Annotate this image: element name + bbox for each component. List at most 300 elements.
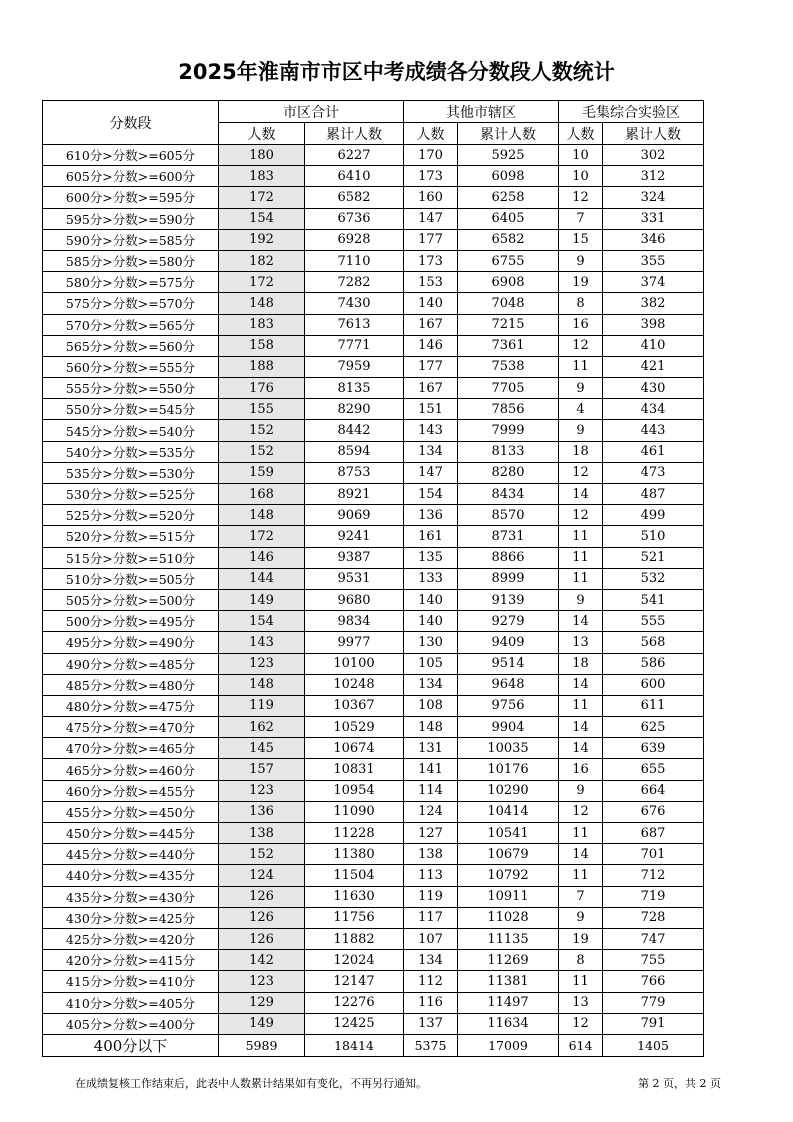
maoji-count-cell: 12 <box>559 1013 603 1034</box>
maoji-cumulative-cell: 382 <box>603 293 704 314</box>
city-count-cell: 148 <box>219 674 305 695</box>
maoji-count-cell: 8 <box>559 293 603 314</box>
table-row <box>43 886 704 907</box>
other-count-cell: 119 <box>404 886 458 907</box>
other-cumulative-cell: 9409 <box>458 632 559 653</box>
score-range-cell: 500分>分数>=495分 <box>43 611 219 632</box>
other-cumulative-cell: 10176 <box>458 759 559 780</box>
other-cumulative-cell: 9904 <box>458 717 559 738</box>
maoji-cumulative-cell: 728 <box>603 907 704 928</box>
maoji-count-cell: 11 <box>559 356 603 377</box>
other-cumulative-cell: 10290 <box>458 780 559 801</box>
maoji-count-cell: 18 <box>559 653 603 674</box>
city-cumulative-cell: 7771 <box>305 335 404 356</box>
maoji-count-cell: 4 <box>559 399 603 420</box>
city-cumulative-cell: 12425 <box>305 1013 404 1034</box>
city-count-cell: 176 <box>219 378 305 399</box>
city-count-cell: 162 <box>219 717 305 738</box>
maoji-count-cell: 9 <box>559 378 603 399</box>
score-range-cell: 575分>分数>=570分 <box>43 293 219 314</box>
other-cumulative-cell: 11381 <box>458 971 559 992</box>
score-range-cell: 590分>分数>=585分 <box>43 229 219 250</box>
city-cumulative-cell: 12147 <box>305 971 404 992</box>
city-cumulative-cell: 9680 <box>305 589 404 610</box>
table-row <box>43 823 704 844</box>
other-cumulative-cell: 8866 <box>458 547 559 568</box>
maoji-count-cell: 16 <box>559 314 603 335</box>
header-sub-cumulative: 累计人数 <box>458 123 559 145</box>
table-row <box>43 780 704 801</box>
score-range-cell: 580分>分数>=575分 <box>43 272 219 293</box>
other-count-cell: 143 <box>404 420 458 441</box>
city-count-cell: 159 <box>219 462 305 483</box>
other-cumulative-cell: 5925 <box>458 145 559 166</box>
other-cumulative-cell: 6908 <box>458 272 559 293</box>
score-range-cell: 515分>分数>=510分 <box>43 547 219 568</box>
maoji-count-cell: 10 <box>559 166 603 187</box>
other-cumulative-cell: 11135 <box>458 928 559 949</box>
other-count-cell: 160 <box>404 187 458 208</box>
score-range-cell: 460分>分数>=455分 <box>43 780 219 801</box>
score-range-cell: 610分>分数>=605分 <box>43 145 219 166</box>
city-cumulative-cell: 10367 <box>305 695 404 716</box>
maoji-cumulative-cell: 701 <box>603 844 704 865</box>
score-range-cell: 415分>分数>=410分 <box>43 971 219 992</box>
maoji-count-cell: 13 <box>559 632 603 653</box>
city-cumulative-cell: 8753 <box>305 462 404 483</box>
footer-note: 在成绩复核工作结束后，此表中人数累计结果如有变化，不再另行通知。 <box>75 1077 427 1090</box>
maoji-count-cell: 11 <box>559 971 603 992</box>
other-count-cell: 167 <box>404 314 458 335</box>
other-count-cell: 138 <box>404 844 458 865</box>
other-count-cell: 140 <box>404 293 458 314</box>
maoji-count-cell: 12 <box>559 801 603 822</box>
maoji-cumulative-cell: 568 <box>603 632 704 653</box>
other-count-cell: 124 <box>404 801 458 822</box>
city-count-cell: 123 <box>219 653 305 674</box>
other-count-cell: 137 <box>404 1013 458 1034</box>
score-range-cell: 425分>分数>=420分 <box>43 928 219 949</box>
other-count-cell: 135 <box>404 547 458 568</box>
maoji-cumulative-cell: 625 <box>603 717 704 738</box>
other-cumulative-cell: 10414 <box>458 801 559 822</box>
city-cumulative-cell: 10954 <box>305 780 404 801</box>
city-count-cell: 126 <box>219 928 305 949</box>
city-cumulative-cell: 10248 <box>305 674 404 695</box>
maoji-count-cell: 8 <box>559 950 603 971</box>
maoji-count-cell: 10 <box>559 145 603 166</box>
city-count-cell: 158 <box>219 335 305 356</box>
score-range-cell: 525分>分数>=520分 <box>43 505 219 526</box>
table-row <box>43 187 704 208</box>
city-count-cell: 155 <box>219 399 305 420</box>
table-row <box>43 653 704 674</box>
city-count-cell: 192 <box>219 229 305 250</box>
city-count-cell: 119 <box>219 695 305 716</box>
other-cumulative-cell: 17009 <box>458 1034 559 1056</box>
maoji-cumulative-cell: 655 <box>603 759 704 780</box>
maoji-count-cell: 14 <box>559 844 603 865</box>
maoji-count-cell: 14 <box>559 738 603 759</box>
other-cumulative-cell: 11634 <box>458 1013 559 1034</box>
score-range-cell: 565分>分数>=560分 <box>43 335 219 356</box>
maoji-count-cell: 14 <box>559 611 603 632</box>
maoji-count-cell: 11 <box>559 823 603 844</box>
other-cumulative-cell: 10679 <box>458 844 559 865</box>
city-cumulative-cell: 12276 <box>305 992 404 1013</box>
score-range-cell: 495分>分数>=490分 <box>43 632 219 653</box>
city-cumulative-cell: 12024 <box>305 950 404 971</box>
other-count-cell: 127 <box>404 823 458 844</box>
maoji-cumulative-cell: 324 <box>603 187 704 208</box>
score-range-cell: 530分>分数>=525分 <box>43 484 219 505</box>
header-sub-count: 人数 <box>219 123 305 145</box>
table-row <box>43 865 704 886</box>
city-count-cell: 168 <box>219 484 305 505</box>
maoji-cumulative-cell: 355 <box>603 250 704 271</box>
table-row <box>43 420 704 441</box>
table-row <box>43 928 704 949</box>
maoji-cumulative-cell: 421 <box>603 356 704 377</box>
maoji-cumulative-cell: 346 <box>603 229 704 250</box>
other-count-cell: 170 <box>404 145 458 166</box>
city-cumulative-cell: 7959 <box>305 356 404 377</box>
table-row <box>43 441 704 462</box>
page-number: 第 2 页，共 2 页 <box>638 1077 721 1090</box>
maoji-count-cell: 9 <box>559 420 603 441</box>
other-count-cell: 146 <box>404 335 458 356</box>
table-row <box>43 335 704 356</box>
other-cumulative-cell: 7048 <box>458 293 559 314</box>
maoji-cumulative-cell: 766 <box>603 971 704 992</box>
maoji-cumulative-cell: 473 <box>603 462 704 483</box>
city-cumulative-cell: 11090 <box>305 801 404 822</box>
other-count-cell: 134 <box>404 674 458 695</box>
city-cumulative-cell: 9387 <box>305 547 404 568</box>
maoji-cumulative-cell: 499 <box>603 505 704 526</box>
other-count-cell: 136 <box>404 505 458 526</box>
header-sub-count: 人数 <box>559 123 603 145</box>
city-cumulative-cell: 8442 <box>305 420 404 441</box>
maoji-count-cell: 9 <box>559 907 603 928</box>
city-cumulative-cell: 10674 <box>305 738 404 759</box>
maoji-count-cell: 12 <box>559 335 603 356</box>
other-cumulative-cell: 8999 <box>458 568 559 589</box>
maoji-count-cell: 14 <box>559 674 603 695</box>
other-cumulative-cell: 10541 <box>458 823 559 844</box>
city-count-cell: 172 <box>219 272 305 293</box>
maoji-cumulative-cell: 664 <box>603 780 704 801</box>
maoji-count-cell: 19 <box>559 928 603 949</box>
other-count-cell: 161 <box>404 526 458 547</box>
city-count-cell: 152 <box>219 441 305 462</box>
other-count-cell: 114 <box>404 780 458 801</box>
table-row <box>43 759 704 780</box>
city-cumulative-cell: 11228 <box>305 823 404 844</box>
table-row <box>43 250 704 271</box>
maoji-cumulative-cell: 443 <box>603 420 704 441</box>
city-cumulative-cell: 10831 <box>305 759 404 780</box>
city-count-cell: 126 <box>219 886 305 907</box>
table-row <box>43 632 704 653</box>
other-count-cell: 147 <box>404 462 458 483</box>
table-row <box>43 907 704 928</box>
table-row <box>43 484 704 505</box>
city-count-cell: 129 <box>219 992 305 1013</box>
other-cumulative-cell: 8570 <box>458 505 559 526</box>
table-row <box>43 356 704 377</box>
score-range-cell: 420分>分数>=415分 <box>43 950 219 971</box>
other-cumulative-cell: 9756 <box>458 695 559 716</box>
city-count-cell: 144 <box>219 568 305 589</box>
other-count-cell: 116 <box>404 992 458 1013</box>
city-count-cell: 154 <box>219 208 305 229</box>
other-count-cell: 167 <box>404 378 458 399</box>
maoji-count-cell: 14 <box>559 484 603 505</box>
header-score-range: 分数段 <box>43 101 219 145</box>
page-title: 2025年淮南市市区中考成绩各分数段人数统计 <box>178 60 615 84</box>
city-count-cell: 5989 <box>219 1034 305 1056</box>
other-count-cell: 5375 <box>404 1034 458 1056</box>
city-count-cell: 146 <box>219 547 305 568</box>
maoji-cumulative-cell: 312 <box>603 166 704 187</box>
city-cumulative-cell: 18414 <box>305 1034 404 1056</box>
city-cumulative-cell: 6410 <box>305 166 404 187</box>
maoji-cumulative-cell: 676 <box>603 801 704 822</box>
other-count-cell: 108 <box>404 695 458 716</box>
maoji-cumulative-cell: 430 <box>603 378 704 399</box>
maoji-count-cell: 11 <box>559 526 603 547</box>
other-cumulative-cell: 6582 <box>458 229 559 250</box>
maoji-count-cell: 13 <box>559 992 603 1013</box>
score-range-cell: 435分>分数>=430分 <box>43 886 219 907</box>
table-row <box>43 462 704 483</box>
header-group-city-total: 市区合计 <box>219 101 404 123</box>
city-cumulative-cell: 7430 <box>305 293 404 314</box>
score-range-cell: 505分>分数>=500分 <box>43 589 219 610</box>
maoji-cumulative-cell: 487 <box>603 484 704 505</box>
other-count-cell: 177 <box>404 356 458 377</box>
maoji-cumulative-cell: 639 <box>603 738 704 759</box>
other-count-cell: 131 <box>404 738 458 759</box>
score-range-cell: 400分以下 <box>43 1034 219 1056</box>
table-row <box>43 293 704 314</box>
city-cumulative-cell: 8290 <box>305 399 404 420</box>
table-row <box>43 717 704 738</box>
city-cumulative-cell: 7282 <box>305 272 404 293</box>
other-cumulative-cell: 8434 <box>458 484 559 505</box>
score-range-cell: 535分>分数>=530分 <box>43 462 219 483</box>
other-cumulative-cell: 7856 <box>458 399 559 420</box>
city-cumulative-cell: 8594 <box>305 441 404 462</box>
score-range-cell: 520分>分数>=515分 <box>43 526 219 547</box>
score-range-cell: 480分>分数>=475分 <box>43 695 219 716</box>
maoji-count-cell: 11 <box>559 695 603 716</box>
city-cumulative-cell: 9834 <box>305 611 404 632</box>
other-count-cell: 141 <box>404 759 458 780</box>
other-cumulative-cell: 8731 <box>458 526 559 547</box>
maoji-cumulative-cell: 555 <box>603 611 704 632</box>
score-range-cell: 465分>分数>=460分 <box>43 759 219 780</box>
city-cumulative-cell: 11504 <box>305 865 404 886</box>
maoji-cumulative-cell: 532 <box>603 568 704 589</box>
other-count-cell: 173 <box>404 250 458 271</box>
maoji-cumulative-cell: 461 <box>603 441 704 462</box>
score-range-cell: 570分>分数>=565分 <box>43 314 219 335</box>
other-cumulative-cell: 8280 <box>458 462 559 483</box>
city-count-cell: 154 <box>219 611 305 632</box>
score-range-cell: 605分>分数>=600分 <box>43 166 219 187</box>
city-count-cell: 126 <box>219 907 305 928</box>
city-cumulative-cell: 10529 <box>305 717 404 738</box>
score-range-cell: 450分>分数>=445分 <box>43 823 219 844</box>
city-count-cell: 145 <box>219 738 305 759</box>
other-count-cell: 177 <box>404 229 458 250</box>
maoji-count-cell: 11 <box>559 547 603 568</box>
score-range-cell: 490分>分数>=485分 <box>43 653 219 674</box>
score-range-cell: 585分>分数>=580分 <box>43 250 219 271</box>
score-range-cell: 560分>分数>=555分 <box>43 356 219 377</box>
header-sub-count: 人数 <box>404 123 458 145</box>
maoji-cumulative-cell: 747 <box>603 928 704 949</box>
other-cumulative-cell: 11497 <box>458 992 559 1013</box>
table-row <box>43 314 704 335</box>
score-range-cell: 510分>分数>=505分 <box>43 568 219 589</box>
other-count-cell: 147 <box>404 208 458 229</box>
maoji-count-cell: 14 <box>559 717 603 738</box>
city-count-cell: 183 <box>219 314 305 335</box>
score-range-cell: 555分>分数>=550分 <box>43 378 219 399</box>
score-range-cell: 410分>分数>=405分 <box>43 992 219 1013</box>
city-count-cell: 124 <box>219 865 305 886</box>
city-count-cell: 182 <box>219 250 305 271</box>
table-body <box>43 145 704 1057</box>
score-range-cell: 455分>分数>=450分 <box>43 801 219 822</box>
table-row <box>43 1013 704 1034</box>
other-count-cell: 148 <box>404 717 458 738</box>
table-row <box>43 950 704 971</box>
table-row <box>43 844 704 865</box>
city-count-cell: 183 <box>219 166 305 187</box>
score-range-cell: 595分>分数>=590分 <box>43 208 219 229</box>
maoji-cumulative-cell: 779 <box>603 992 704 1013</box>
maoji-count-cell: 11 <box>559 568 603 589</box>
table-row <box>43 399 704 420</box>
other-cumulative-cell: 9279 <box>458 611 559 632</box>
other-count-cell: 134 <box>404 950 458 971</box>
score-range-cell: 540分>分数>=535分 <box>43 441 219 462</box>
header-group-other-districts: 其他市辖区 <box>404 101 559 123</box>
score-range-cell: 475分>分数>=470分 <box>43 717 219 738</box>
city-count-cell: 143 <box>219 632 305 653</box>
other-count-cell: 113 <box>404 865 458 886</box>
maoji-count-cell: 19 <box>559 272 603 293</box>
city-cumulative-cell: 6227 <box>305 145 404 166</box>
header-group-maoji: 毛集综合实验区 <box>559 101 704 123</box>
city-count-cell: 152 <box>219 420 305 441</box>
maoji-cumulative-cell: 611 <box>603 695 704 716</box>
maoji-cumulative-cell: 302 <box>603 145 704 166</box>
table-row <box>43 505 704 526</box>
city-count-cell: 157 <box>219 759 305 780</box>
city-cumulative-cell: 11882 <box>305 928 404 949</box>
other-cumulative-cell: 6098 <box>458 166 559 187</box>
table-row <box>43 801 704 822</box>
maoji-cumulative-cell: 541 <box>603 589 704 610</box>
maoji-count-cell: 9 <box>559 780 603 801</box>
maoji-count-cell: 12 <box>559 187 603 208</box>
table-row <box>43 589 704 610</box>
other-cumulative-cell: 7538 <box>458 356 559 377</box>
table-row <box>43 674 704 695</box>
maoji-cumulative-cell: 374 <box>603 272 704 293</box>
maoji-cumulative-cell: 521 <box>603 547 704 568</box>
table-row <box>43 695 704 716</box>
other-cumulative-cell: 9514 <box>458 653 559 674</box>
other-cumulative-cell: 7705 <box>458 378 559 399</box>
city-count-cell: 172 <box>219 187 305 208</box>
other-cumulative-cell: 11269 <box>458 950 559 971</box>
city-count-cell: 149 <box>219 1013 305 1034</box>
maoji-count-cell: 614 <box>559 1034 603 1056</box>
other-cumulative-cell: 7999 <box>458 420 559 441</box>
maoji-count-cell: 18 <box>559 441 603 462</box>
city-cumulative-cell: 7613 <box>305 314 404 335</box>
other-cumulative-cell: 10792 <box>458 865 559 886</box>
score-range-cell: 545分>分数>=540分 <box>43 420 219 441</box>
city-count-cell: 123 <box>219 971 305 992</box>
other-count-cell: 133 <box>404 568 458 589</box>
table-row <box>43 208 704 229</box>
maoji-cumulative-cell: 755 <box>603 950 704 971</box>
table-row <box>43 526 704 547</box>
city-count-cell: 180 <box>219 145 305 166</box>
city-count-cell: 188 <box>219 356 305 377</box>
maoji-cumulative-cell: 586 <box>603 653 704 674</box>
other-count-cell: 140 <box>404 589 458 610</box>
maoji-cumulative-cell: 600 <box>603 674 704 695</box>
score-range-cell: 405分>分数>=400分 <box>43 1013 219 1034</box>
maoji-count-cell: 15 <box>559 229 603 250</box>
other-count-cell: 151 <box>404 399 458 420</box>
score-range-cell: 470分>分数>=465分 <box>43 738 219 759</box>
other-cumulative-cell: 9139 <box>458 589 559 610</box>
other-cumulative-cell: 9648 <box>458 674 559 695</box>
maoji-count-cell: 9 <box>559 589 603 610</box>
maoji-cumulative-cell: 712 <box>603 865 704 886</box>
maoji-cumulative-cell: 1405 <box>603 1034 704 1056</box>
other-count-cell: 153 <box>404 272 458 293</box>
score-range-cell: 440分>分数>=435分 <box>43 865 219 886</box>
city-count-cell: 148 <box>219 505 305 526</box>
maoji-cumulative-cell: 791 <box>603 1013 704 1034</box>
other-cumulative-cell: 7215 <box>458 314 559 335</box>
table-row <box>43 547 704 568</box>
city-count-cell: 142 <box>219 950 305 971</box>
score-range-cell: 550分>分数>=545分 <box>43 399 219 420</box>
city-count-cell: 172 <box>219 526 305 547</box>
city-cumulative-cell: 6736 <box>305 208 404 229</box>
table-row <box>43 971 704 992</box>
other-cumulative-cell: 7361 <box>458 335 559 356</box>
maoji-count-cell: 9 <box>559 250 603 271</box>
city-count-cell: 138 <box>219 823 305 844</box>
header-sub-cumulative: 累计人数 <box>305 123 404 145</box>
city-cumulative-cell: 7110 <box>305 250 404 271</box>
table-row <box>43 272 704 293</box>
city-cumulative-cell: 9069 <box>305 505 404 526</box>
table-row <box>43 738 704 759</box>
